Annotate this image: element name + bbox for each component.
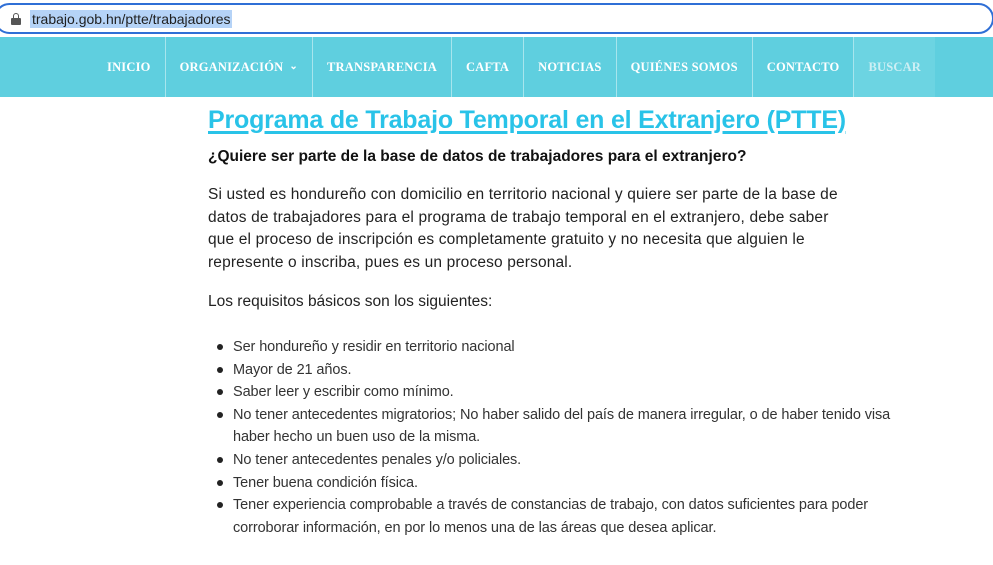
- list-item: [215, 494, 915, 539]
- nav-item-quienes-somos[interactable]: [617, 37, 753, 97]
- list-item-line: Tener buena condición física.: [233, 474, 418, 491]
- main-content: [208, 97, 908, 313]
- list-item: [215, 449, 915, 472]
- nav-item-label: BUSCAR: [868, 59, 922, 74]
- chevron-down-icon: ⌄: [289, 60, 298, 72]
- list-item-line: corroborar información, en por lo menos una de las áreas que desea aplicar.: [233, 519, 717, 536]
- bullet-icon: [217, 502, 223, 508]
- page-title[interactable]: Programa de Trabajo Temporal en el Extranjero (PTTE): [208, 106, 846, 134]
- list-item-line: Mayor de 21 años.: [233, 361, 352, 378]
- lock-icon[interactable]: [11, 13, 21, 25]
- list-item: [215, 381, 915, 404]
- paragraph-line: que el proceso de inscripción es completamente gratuito y no necesita que alguien le: [208, 231, 805, 248]
- list-item-line: haber hecho un buen uso de la misma.: [233, 429, 481, 446]
- nav-item-organizacion[interactable]: [166, 37, 313, 97]
- bullet-icon: [217, 412, 223, 418]
- nav-item-label: QUIÉNES SOMOS: [630, 59, 738, 74]
- nav-item-label: CAFTA: [466, 59, 510, 74]
- nav-item-label: ORGANIZACIÓN: [179, 59, 284, 74]
- paragraph-line: represente o inscriba, pues es un proceso personal.: [208, 253, 573, 271]
- bullet-icon: [217, 389, 223, 395]
- url-text[interactable]: trabajo.gob.hn/ptte/trabajadores: [32, 11, 231, 27]
- requirements-list: [215, 336, 915, 539]
- list-item: [215, 472, 915, 495]
- main-nav: [93, 37, 935, 97]
- list-item-line: Ser hondureño y residir en territorio nacional: [233, 339, 515, 355]
- page-subtitle: ¿Quiere ser parte de la base de datos de trabajadores para el extranjero?: [208, 148, 747, 165]
- list-item-line: Saber leer y escribir como mínimo.: [233, 384, 454, 401]
- nav-item-transparencia[interactable]: [313, 37, 452, 97]
- list-item: [215, 359, 915, 382]
- bullet-icon: [217, 344, 223, 350]
- nav-item-buscar[interactable]: [854, 37, 935, 97]
- nav-item-label: CONTACTO: [766, 59, 840, 74]
- address-bar[interactable]: [0, 3, 993, 34]
- bullet-icon: [217, 480, 223, 486]
- nav-item-cafta[interactable]: [452, 37, 524, 97]
- list-item: [215, 404, 915, 449]
- paragraph-line: Si usted es hondureño con domicilio en territorio nacional y quiere ser parte de la base de: [208, 186, 838, 203]
- nav-item-label: INICIO: [107, 59, 151, 74]
- requirements-intro: Los requisitos básicos son los siguientes:: [208, 293, 493, 310]
- nav-item-label: TRANSPARENCIA: [326, 59, 438, 74]
- nav-item-label: NOTICIAS: [538, 59, 602, 74]
- intro-paragraph: [208, 184, 908, 274]
- list-item: [215, 336, 915, 359]
- list-item-line: No tener antecedentes migratorios; No haber salido del país de manera irregular, o de haber tenido visa: [233, 406, 891, 423]
- nav-item-contacto[interactable]: [753, 37, 855, 97]
- list-item-line: No tener antecedentes penales y/o policiales.: [233, 451, 522, 468]
- list-item-line: Tener experiencia comprobable a través de constancias de trabajo, con datos suficientes para poder: [233, 497, 869, 514]
- nav-item-noticias[interactable]: [524, 37, 616, 97]
- paragraph-line: datos de trabajadores para el programa de trabajo temporal en el extranjero, debe saber: [208, 208, 829, 226]
- nav-item-inicio[interactable]: [93, 37, 166, 97]
- bullet-icon: [217, 457, 223, 463]
- site-navbar: [0, 37, 993, 97]
- bullet-icon: [217, 367, 223, 373]
